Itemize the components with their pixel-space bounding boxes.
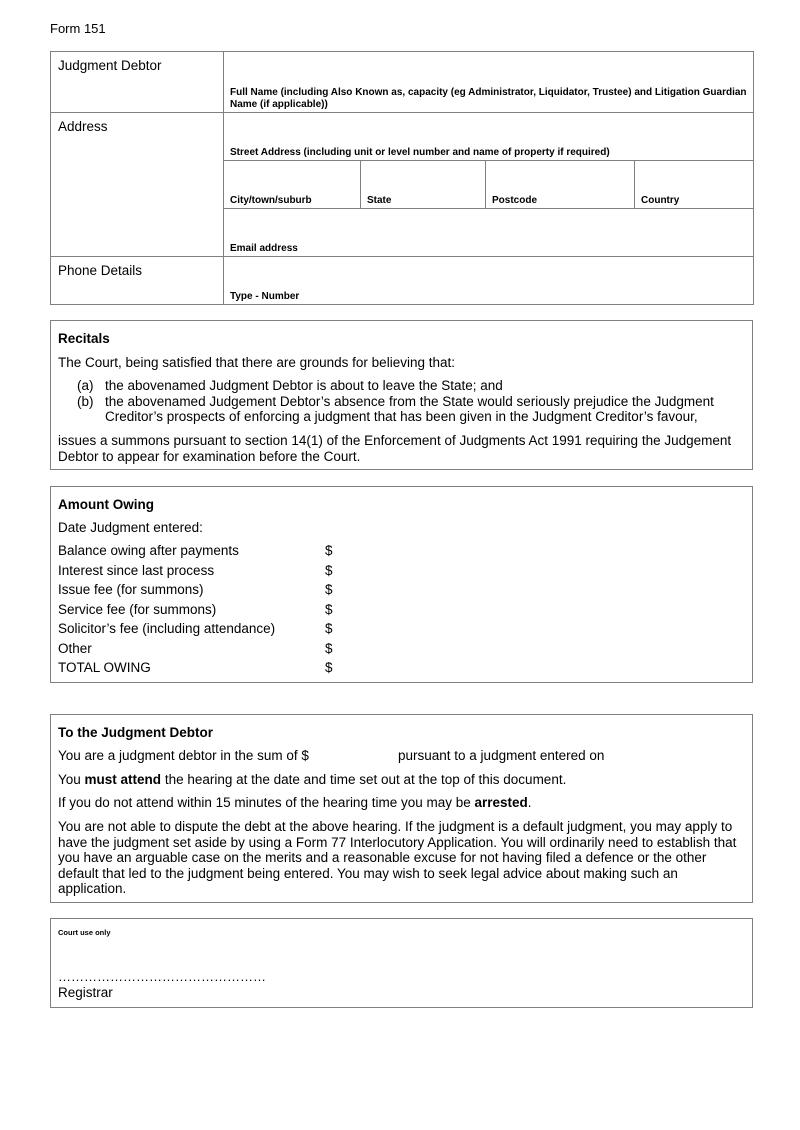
- sum-suffix: pursuant to a judgment entered on: [398, 748, 605, 763]
- form-number: Form 151: [50, 21, 106, 36]
- arrest-suffix: .: [527, 795, 532, 810]
- city-field[interactable]: [224, 161, 361, 209]
- amount-row: [58, 660, 378, 679]
- arrest-bold: arrested: [474, 795, 528, 810]
- amount-row: [58, 543, 378, 562]
- arrest-notice: [58, 795, 532, 811]
- email-caption: Email address: [230, 242, 298, 254]
- phone-caption: Type - Number: [230, 290, 300, 302]
- amount-label: Balance owing after payments: [58, 543, 239, 558]
- street-address-caption: Street Address (including unit or level number and name of property if required): [230, 146, 610, 158]
- amount-owing-section: [50, 486, 753, 683]
- dispute-notice: You are not able to dispute the debt at the above hearing. If the judgment is a default judgment, you may apply to have the judgment set aside by using a Form 77 Interlocutory Application. You will ordinarily need to establish that you have an arguable case on the merits and a reasonable excuse for not having filed a defence or the other default that led to the judgment being entered. You may wish to seek legal advice about making such an application.: [58, 819, 737, 896]
- attend-suffix: the hearing at the date and time set out at the top of this document.: [161, 772, 567, 787]
- recitals-section: [50, 320, 753, 470]
- date-judgment-entered-label: Date Judgment entered:: [58, 520, 203, 535]
- dollar-sign: $: [325, 543, 333, 558]
- recitals-list: [58, 378, 738, 425]
- registrar-label: Registrar: [58, 985, 113, 1000]
- recital-marker: (a): [77, 378, 94, 393]
- recital-item: [58, 394, 738, 425]
- amount-label: Issue fee (for summons): [58, 582, 204, 597]
- postcode-caption: Postcode: [492, 194, 538, 206]
- dollar-sign: $: [325, 562, 333, 578]
- recital-text: the abovenamed Judgment Debtor is about to leave the State; and: [105, 378, 503, 393]
- judgment-debtor-label: Judgment Debtor: [51, 52, 224, 113]
- amount-row: [58, 621, 378, 640]
- street-address-field[interactable]: [224, 113, 754, 161]
- amount-label: Service fee (for summons): [58, 601, 217, 617]
- amount-row: [58, 602, 378, 621]
- amount-label: Other: [58, 640, 92, 656]
- recitals-conclusion: issues a summons pursuant to section 14(1) of the Enforcement of Judgments Act 1991 requiring the Judgement Debtor to appear for examination before the Court.: [58, 433, 732, 464]
- amount-label: Solicitor’s fee (including attendance): [58, 621, 276, 636]
- address-label: Address: [51, 113, 224, 257]
- postcode-field[interactable]: [486, 161, 635, 209]
- dollar-sign: $: [325, 621, 333, 636]
- recital-text: the abovenamed Judgement Debtor’s absence from the State would seriously prejudice the Judgment Creditor’s prospects of enforcing a judgment that has been given in the Judgment Creditor’s favour,: [105, 393, 714, 424]
- dollar-sign: $: [325, 640, 333, 656]
- recital-item: [58, 378, 738, 394]
- country-field[interactable]: [635, 161, 754, 209]
- court-use-section: [50, 918, 753, 1008]
- attend-notice: [58, 772, 566, 788]
- email-field[interactable]: [224, 209, 754, 257]
- to-judgment-debtor-section: [50, 714, 753, 903]
- amount-row: [58, 641, 378, 660]
- full-name-field[interactable]: [224, 52, 754, 113]
- state-field[interactable]: [361, 161, 486, 209]
- registrar-signature-line: …………………………………………: [58, 969, 266, 984]
- amount-owing-title: Amount Owing: [58, 497, 154, 512]
- amount-label: Interest since last process: [58, 562, 215, 578]
- recitals-intro: The Court, being satisfied that there are grounds for believing that:: [58, 355, 455, 370]
- phone-field[interactable]: [224, 257, 754, 305]
- sum-prefix: You are a judgment debtor in the sum of $: [58, 748, 309, 763]
- full-name-caption: Full Name (including Also Known as, capacity (eg Administrator, Liquidator, Trustee) and Litigation Guardian Name (if applicable)): [230, 87, 747, 110]
- dollar-sign: $: [325, 601, 333, 617]
- state-caption: State: [367, 194, 392, 206]
- amount-row: [58, 582, 378, 601]
- court-use-label: Court use only: [58, 928, 111, 937]
- attend-prefix: You: [58, 772, 85, 787]
- debtor-details-table: [50, 51, 754, 305]
- amount-row: [58, 563, 378, 582]
- country-caption: Country: [641, 194, 680, 206]
- arrest-prefix: If you do not attend within 15 minutes of the hearing time you may be: [58, 795, 475, 810]
- city-caption: City/town/suburb: [230, 194, 312, 206]
- to-debtor-title: To the Judgment Debtor: [58, 725, 213, 740]
- dollar-sign: $: [325, 660, 333, 675]
- attend-bold: must attend: [84, 772, 162, 787]
- recital-marker: (b): [77, 393, 94, 409]
- amount-label: TOTAL OWING: [58, 660, 151, 675]
- recitals-title: Recitals: [58, 331, 110, 346]
- phone-label: Phone Details: [51, 257, 224, 305]
- dollar-sign: $: [325, 582, 333, 597]
